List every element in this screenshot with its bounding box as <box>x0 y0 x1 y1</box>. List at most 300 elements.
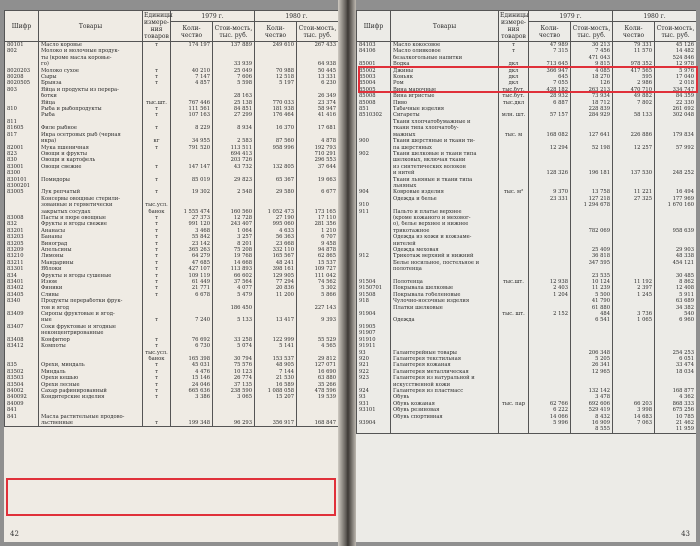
cell-value-1979: 30 794 <box>213 356 255 362</box>
cell-qty-1980: 417 565 <box>613 68 655 74</box>
header-goods: Товары <box>391 11 499 42</box>
cell-goods: Ананасы <box>39 228 143 234</box>
cell-qty-1980: 11 200 <box>255 292 297 298</box>
cell-unit: т <box>143 420 171 427</box>
cell-value-1979: 26 774 <box>213 375 255 381</box>
cell-qty-1980: 5 197 <box>255 80 297 86</box>
cell-qty-1980: 176 464 <box>255 112 297 118</box>
cell-qty-1979: 165 398 <box>171 356 213 362</box>
cell-qty-1980: 58 133 <box>613 112 655 118</box>
cell-qty-1980: 14 683 <box>613 414 655 420</box>
cell-value-1980: 1 210 <box>297 228 338 234</box>
cell-value-1979: 263 213 <box>571 87 613 93</box>
cell-qty-1979: 111 561 <box>171 106 213 112</box>
cell-value-1980: 17 040 <box>655 74 696 80</box>
cell-value-1980: 12 408 <box>655 285 696 291</box>
cell-goods: льняных <box>391 183 499 189</box>
cell-goods: Виноград <box>39 241 143 247</box>
cell-qty-1980: 2 986 <box>613 80 655 86</box>
cell-value-1979: 25 409 <box>571 247 613 253</box>
cell-code: 810 <box>5 106 39 112</box>
cell-qty-1980: 65 367 <box>255 177 297 183</box>
cell-value-1979: 4 077 <box>213 285 255 291</box>
cell-value-1980: 173 165 <box>297 209 338 215</box>
cell-qty-1979: 7 055 <box>529 80 571 86</box>
cell-unit: т <box>143 228 171 234</box>
cell-goods: шелковых, включая ткани <box>391 157 499 163</box>
cell-qty-1979: 21 771 <box>171 285 213 291</box>
cell-value-1980: 254 253 <box>655 350 696 356</box>
cell-unit: т <box>143 292 171 298</box>
cell-qty-1979: 23 142 <box>171 241 213 247</box>
cell-code: 8510302 <box>357 112 391 118</box>
cell-qty-1979: 12 938 <box>529 279 571 285</box>
cell-value-1979: 10 123 <box>213 369 255 375</box>
cell-goods: Галантерея металлическая <box>391 369 499 375</box>
cell-unit: т <box>143 388 171 394</box>
cell-goods: Филе рыбное <box>39 125 143 131</box>
cell-code: 83203 <box>5 234 39 240</box>
cell-code: 91504 <box>357 279 391 285</box>
cell-qty-1979: 6 730 <box>171 343 213 349</box>
cell-unit: банок <box>143 209 171 215</box>
cell-qty-1979: 3 468 <box>171 228 213 234</box>
cell-qty-1979: 5 996 <box>529 420 571 426</box>
cell-goods: Брынза <box>39 80 143 86</box>
cell-code: 85004 <box>357 80 391 86</box>
cell-unit: т <box>143 74 171 80</box>
cell-goods: Сливы <box>39 292 143 298</box>
cell-value-1980: 6 677 <box>297 189 338 195</box>
cell-unit: т <box>143 260 171 266</box>
cell-qty-1980: 12 518 <box>255 74 297 80</box>
cell-unit: т <box>143 337 171 343</box>
cell-unit: т <box>143 112 171 118</box>
cell-value-1980: 302 048 <box>655 112 696 118</box>
cell-qty-1980: 1 245 <box>613 292 655 298</box>
cell-value-1979: 26 341 <box>571 362 613 368</box>
cell-qty-1980: 49 882 <box>613 93 655 99</box>
header-qty-1980: Коли-чество <box>255 22 297 42</box>
cell-value-1979: 14 668 <box>213 260 255 266</box>
cell-value-1979: 694 413 <box>213 151 255 157</box>
cell-code: 8020505 <box>5 80 39 86</box>
cell-qty-1980: 122 999 <box>255 337 297 343</box>
cell-value-1979: 27 299 <box>213 112 255 118</box>
cell-qty-1980: 129 905 <box>255 273 297 279</box>
cell-goods: Пасты и пюре овощные <box>39 215 143 221</box>
cell-code: 83005 <box>5 189 39 195</box>
cell-unit: дкл <box>499 68 529 74</box>
cell-code: 91508 <box>357 292 391 298</box>
cell-goods: Продукты переработки фрук- <box>39 298 143 304</box>
cell-value-1980: 13 331 <box>297 74 338 80</box>
cell-goods: полотенца <box>391 266 499 272</box>
cell-value-1979: 484 <box>571 311 613 317</box>
header-code: Шифр <box>357 11 391 42</box>
cell-value-1980: 1 670 160 <box>655 202 696 208</box>
cell-value-1979: 75 576 <box>213 362 255 368</box>
cell-code: 841 <box>5 414 39 420</box>
cell-value-1980: 41 416 <box>297 112 338 118</box>
cell-goods: Яйца и продукты из перера- <box>39 87 143 93</box>
cell-value-1980: 62 865 <box>297 253 338 259</box>
cell-code: 83201 <box>5 228 39 234</box>
cell-qty-1979: 57 157 <box>529 112 571 118</box>
cell-goods: Табачные изделия <box>391 106 499 112</box>
cell-value-1980: 5 911 <box>655 292 696 298</box>
cell-value-1980: 261 692 <box>655 106 696 112</box>
cell-goods: мажных <box>391 132 499 138</box>
cell-goods: Водка <box>391 61 499 67</box>
cell-qty-1980: 27 325 <box>613 196 655 202</box>
cell-unit: т <box>143 234 171 240</box>
cell-unit: банок <box>143 356 171 362</box>
cell-goods: Чулочно-носочные изделия <box>391 298 499 304</box>
cell-unit: т <box>143 241 171 247</box>
cell-value-1979: 25 049 <box>213 68 255 74</box>
cell-qty-1979: 15 146 <box>171 375 213 381</box>
cell-goods: го) <box>39 61 143 67</box>
cell-goods: Масло коровье <box>39 42 143 49</box>
cell-goods: Трикотаж верхний и нижний <box>391 253 499 259</box>
cell-goods: Обувь спортивная <box>391 414 499 420</box>
cell-goods: Масло оливковое <box>391 48 499 54</box>
cell-unit: тыс.бут. <box>499 93 529 99</box>
cell-value-1979: 5 500 <box>571 292 613 298</box>
cell-qty-1980: 181 938 <box>255 106 297 112</box>
header-value-1979: Стои-мость, тыс. руб. <box>571 22 613 42</box>
cell-qty-1980: 470 710 <box>613 87 655 93</box>
cell-goods: Орехи лесные <box>39 382 143 388</box>
cell-qty-1980: 66 203 <box>613 401 655 407</box>
cell-value-1979: 25 138 <box>213 100 255 106</box>
cell-qty-1980: 165 567 <box>255 253 297 259</box>
cell-code: 84002 <box>5 388 39 394</box>
cell-code: 8300 <box>5 170 39 176</box>
cell-value-1980: 50 445 <box>297 68 338 74</box>
cell-code: 83405 <box>5 292 39 298</box>
cell-code: 910 <box>357 202 391 208</box>
cell-value-1980: 6 230 <box>297 80 338 86</box>
cell-code: 83408 <box>5 337 39 343</box>
cell-value-1980: 4 878 <box>297 138 338 144</box>
cell-code: 83205 <box>5 241 39 247</box>
cell-qty-1980: 132 805 <box>255 164 297 170</box>
cell-unit: т <box>143 375 171 381</box>
cell-qty-1980: 7 063 <box>613 420 655 426</box>
cell-unit: т <box>143 285 171 291</box>
cell-qty-1979: 55 842 <box>171 234 213 240</box>
cell-qty-1979: 7 315 <box>529 48 571 54</box>
cell-unit: т <box>143 145 171 151</box>
cell-unit <box>499 426 529 433</box>
cell-qty-1979: 34 955 <box>171 138 213 144</box>
cell-value-1980: 958 639 <box>655 228 696 234</box>
cell-code: 832 <box>5 221 39 227</box>
header-value-1980: Стои-мость, тыс. руб. <box>655 22 696 42</box>
cell-qty-1980: 11 570 <box>613 48 655 54</box>
cell-unit: дкл <box>499 61 529 67</box>
cell-qty-1979: 791 520 <box>171 145 213 151</box>
cell-unit: т <box>143 394 171 400</box>
cell-value-1980: 29 812 <box>297 356 338 362</box>
page-number-left: 42 <box>10 530 19 538</box>
cell-code: 93 <box>357 394 391 400</box>
cell-goods: искусственной кожи <box>391 382 499 388</box>
cell-qty-1979: 107 163 <box>171 112 213 118</box>
cell-code: 830101 <box>5 177 39 183</box>
cell-code: 83409 <box>5 311 39 317</box>
cell-value-1979: 206 348 <box>571 350 613 356</box>
table-row <box>357 426 697 433</box>
table-row <box>5 42 339 49</box>
cell-goods: из синтетических волокон <box>391 164 499 170</box>
cell-code <box>5 420 39 427</box>
cell-value-1979: 113 511 <box>213 145 255 151</box>
cell-code: 93 <box>357 350 391 356</box>
left-page <box>4 10 338 542</box>
cell-value-1979: 12 728 <box>213 215 255 221</box>
cell-unit: тыс. шт. <box>499 311 529 317</box>
cell-unit: т <box>143 279 171 285</box>
cell-value-1980: 14 482 <box>655 48 696 54</box>
cell-value-1979: 529 419 <box>571 407 613 413</box>
cell-value-1979: 33 939 <box>213 61 255 67</box>
cell-value-1979: 73 934 <box>571 93 613 99</box>
table-row <box>5 420 339 427</box>
cell-code: 922 <box>357 369 391 375</box>
header-value-1980: Стои-мость, тыс. руб. <box>297 22 338 42</box>
cell-value-1979: 8 555 <box>571 426 613 433</box>
cell-value-1980: 710 291 <box>297 151 338 157</box>
cell-qty-1980: 56 363 <box>255 234 297 240</box>
cell-unit: т <box>143 253 171 259</box>
cell-value-1980: 63 689 <box>655 298 696 304</box>
cell-qty-1979: 62 766 <box>529 401 571 407</box>
cell-goods: нителей <box>391 241 499 247</box>
cell-code: 83211 <box>5 260 39 266</box>
cell-qty-1979: 7 147 <box>171 74 213 80</box>
cell-value-1980: 6 707 <box>297 234 338 240</box>
header-qty-1980: Коли-чество <box>613 22 655 42</box>
cell-goods: закрытых сосудах <box>39 209 143 215</box>
cell-qty-1979: 713 645 <box>529 61 571 67</box>
cell-value-1980: 4 565 <box>297 343 338 349</box>
header-value-1979: Стои-мость, тыс. руб. <box>213 22 255 42</box>
cell-qty-1979: 174 197 <box>171 42 213 49</box>
right-page <box>356 10 696 542</box>
cell-qty-1979: 427 107 <box>171 266 213 272</box>
cell-value-1979: 16 909 <box>571 420 613 426</box>
cell-qty-1979: 6 887 <box>529 100 571 106</box>
cell-code: 920 <box>357 356 391 362</box>
cell-qty-1979: 128 326 <box>529 170 571 176</box>
cell-value-1980: 17 681 <box>297 125 338 131</box>
cell-value-1979: 75 208 <box>213 247 255 253</box>
cell-goods: Консервы овощные стерили- <box>39 196 143 202</box>
cell-unit: т <box>143 221 171 227</box>
cell-value-1980: 33 474 <box>655 362 696 368</box>
header-qty-1979: Коли-чество <box>171 22 213 42</box>
cell-value-1980: 8 862 <box>655 279 696 285</box>
cell-qty-1980: 16 589 <box>255 382 297 388</box>
cell-goods: ботки <box>39 93 143 99</box>
cell-unit: тыс.бут. <box>499 87 529 93</box>
cell-qty-1979: 47 685 <box>171 260 213 266</box>
cell-unit: т <box>143 266 171 272</box>
cell-value-1980: 74 562 <box>297 279 338 285</box>
cell-code: 840092 <box>5 394 39 400</box>
cell-code: 904 <box>357 189 391 195</box>
cell-value-1980: 675 256 <box>655 407 696 413</box>
cell-value-1980: 168 877 <box>655 388 696 394</box>
cell-qty-1980: 7 144 <box>255 369 297 375</box>
cell-qty-1979: 365 263 <box>171 247 213 253</box>
cell-value-1980: 48 338 <box>655 253 696 259</box>
cell-goods: икра) <box>39 138 143 144</box>
cell-qty-1980: 958 996 <box>255 145 297 151</box>
cell-goods: ные <box>39 317 143 323</box>
cell-code: 91904 <box>357 311 391 317</box>
cell-code: 83407 <box>5 324 39 330</box>
cell-goods: Финики <box>39 285 143 291</box>
cell-unit: тыс. м² <box>499 189 529 195</box>
cell-code: 80208 <box>5 74 39 80</box>
cell-goods: Яйца <box>39 100 143 106</box>
cell-qty-1980: 1 065 <box>613 317 655 323</box>
cell-value-1980: 23 374 <box>297 100 338 106</box>
cell-code: 93101 <box>357 407 391 413</box>
cell-goods: Фрукты и ягоды сушеные <box>39 273 143 279</box>
cell-goods: Сыры <box>39 74 143 80</box>
cell-goods: зованные и герметически <box>39 202 143 208</box>
header-code: Шифр <box>5 11 39 42</box>
cell-value-1980: 4 362 <box>655 394 696 400</box>
cell-qty-1979: 1 555 474 <box>171 209 213 215</box>
cell-qty-1979: 47 989 <box>529 42 571 49</box>
cell-goods: Бананы <box>39 234 143 240</box>
cell-value-1980: 868 333 <box>655 401 696 407</box>
cell-code: 91905 <box>357 324 391 330</box>
cell-qty-1979: 4 857 <box>171 80 213 86</box>
cell-goods: Овощи и картофель <box>39 157 143 163</box>
cell-unit: т <box>143 177 171 183</box>
cell-value-1980: 296 553 <box>297 157 338 163</box>
cell-qty-1979: 428 182 <box>529 87 571 93</box>
cell-value-1979: 3 257 <box>213 234 255 240</box>
cell-code: 85005 <box>357 87 391 93</box>
cell-value-1979: 41 790 <box>571 298 613 304</box>
cell-code: 85003 <box>357 74 391 80</box>
cell-code: 83210 <box>5 253 39 259</box>
cell-code: 841 <box>5 407 39 413</box>
cell-value-1980: 21 462 <box>655 420 696 426</box>
cell-value-1980: 6 051 <box>655 356 696 362</box>
cell-qty-1979: 2 152 <box>529 311 571 317</box>
cell-qty-1979: 767 446 <box>171 100 213 106</box>
cell-code: 817 <box>5 132 39 138</box>
cell-value-1979: 5 479 <box>213 292 255 298</box>
cell-value-1979: 5 598 <box>213 80 255 86</box>
cell-value-1979: 2 548 <box>213 189 255 195</box>
cell-value-1979: 127 218 <box>571 196 613 202</box>
cell-goods: Ковровые изделия <box>391 189 499 195</box>
cell-value-1980: 58 947 <box>297 106 338 112</box>
cell-goods: Одежда и белье <box>391 196 499 202</box>
cell-goods: Овощи свежие <box>39 164 143 170</box>
cell-value-1980: 5 976 <box>655 68 696 74</box>
cell-code: 80101 <box>5 42 39 49</box>
cell-value-1980: 179 834 <box>655 132 696 138</box>
cell-goods: Помидоры <box>39 177 143 183</box>
cell-unit: т <box>143 68 171 74</box>
cell-value-1980: 57 992 <box>655 145 696 151</box>
cell-value-1979: 28 163 <box>213 93 255 99</box>
cell-value-1979: 238 590 <box>213 388 255 394</box>
cell-goods: Икра осетровых рыб (черная <box>39 132 143 138</box>
cell-value-1979: 127 641 <box>571 132 613 138</box>
cell-goods: и нитей <box>391 170 499 176</box>
cell-code: 85002 <box>357 68 391 74</box>
cell-goods: Обувь кожаная <box>391 401 499 407</box>
cell-goods: Одежда меховая <box>391 247 499 253</box>
cell-qty-1980: 7 802 <box>613 100 655 106</box>
cell-value-1980: 334 747 <box>655 87 696 93</box>
cell-goods: Полотенца <box>391 279 499 285</box>
cell-goods: Ткани льняные и ткани типа <box>391 177 499 183</box>
cell-goods: Конфитюр <box>39 337 143 343</box>
cell-value-1980: 2 018 <box>655 80 696 86</box>
cell-qty-1980 <box>613 426 655 433</box>
cell-goods: Сигареты <box>391 112 499 118</box>
cell-goods: Молоко и молочные продук- <box>39 48 143 54</box>
cell-code: 835 <box>5 362 39 368</box>
cell-value-1979: 203 726 <box>213 157 255 163</box>
cell-value-1980: 5 302 <box>297 285 338 291</box>
cell-qty-1980: 13 417 <box>255 317 297 323</box>
cell-value-1979: 36 818 <box>571 253 613 259</box>
cell-goods: Компоты <box>39 343 143 349</box>
cell-value-1979: 4 085 <box>571 68 613 74</box>
cell-qty-1979: 24 046 <box>171 382 213 388</box>
cell-unit: т <box>499 42 529 49</box>
cell-qty-1979: 109 119 <box>171 273 213 279</box>
cell-value-1980: 540 <box>655 311 696 317</box>
cell-qty-1979: 19 302 <box>171 189 213 195</box>
cell-unit: тыс.дкл <box>499 100 529 106</box>
cell-value-1980: 19 539 <box>297 394 338 400</box>
cell-qty-1979: 168 082 <box>529 132 571 138</box>
cell-code: 911 <box>357 209 391 215</box>
cell-qty-1980: 595 <box>613 74 655 80</box>
cell-value-1979: 12 965 <box>571 369 613 375</box>
cell-goods: Яблоки <box>39 266 143 272</box>
cell-value-1979: 11 239 <box>571 285 613 291</box>
cell-unit: дкл <box>499 74 529 80</box>
cell-value-1980: 34 382 <box>655 305 696 311</box>
header-units: Единицы измере-ния товаров <box>500 12 529 40</box>
cell-value-1979: 3 478 <box>571 394 613 400</box>
cell-value-1979: 347 595 <box>571 260 613 266</box>
cell-qty-1979: 76 692 <box>171 337 213 343</box>
cell-goods: Ткани хлопчатобумажные и <box>391 119 499 125</box>
cell-goods: Пальто и платье верхнее <box>391 209 499 215</box>
cell-code: 83412 <box>5 343 39 349</box>
cell-code: 851 <box>357 106 391 112</box>
cell-goods: Орехи, миндаль <box>39 362 143 368</box>
cell-value-1979: 8 432 <box>571 414 613 420</box>
